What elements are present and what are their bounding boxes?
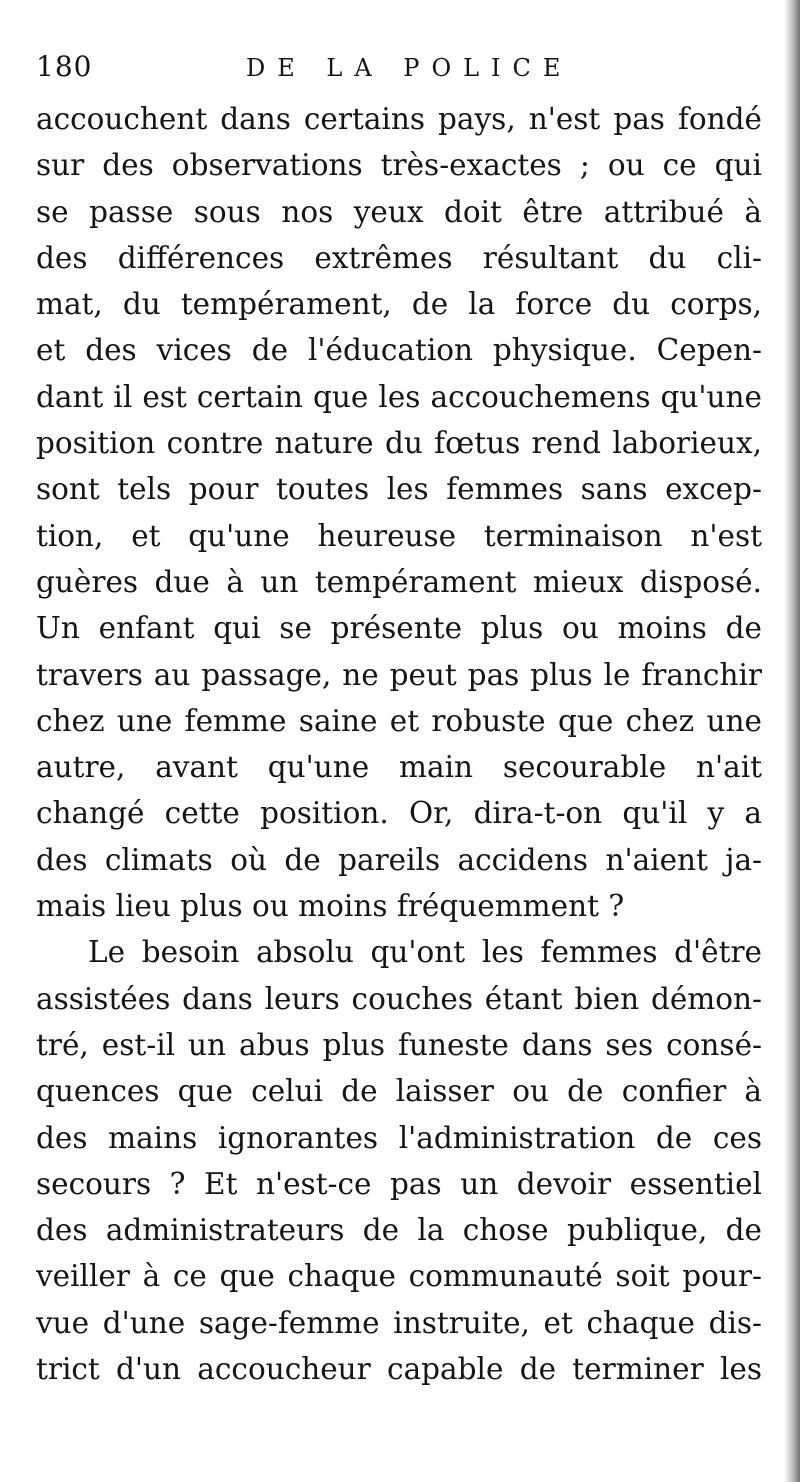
page-edge-shadow [784, 0, 800, 1482]
text-line: chez une femme saine et robuste que chez une [36, 703, 762, 738]
text-line: guères due à un tempérament mieux disposé. [36, 564, 762, 599]
text-line: des administrateurs de la chose publique, de [36, 1213, 762, 1248]
text-line: des différences extrêmes résultant du cli- [36, 240, 762, 275]
text-line: dant il est certain que les accouchemens qu'une [36, 379, 762, 414]
page-number: 180 [36, 50, 93, 83]
text-line: tré, est-il un abus plus funeste dans ses consé- [36, 1027, 762, 1062]
text-line: se passe sous nos yeux doit être attribué à [36, 194, 762, 229]
text-line: quences que celui de laisser ou de confier à [36, 1074, 762, 1109]
paragraph-first-line: Le besoin absolu qu'ont les femmes d'être [88, 935, 762, 970]
text-line: trict d'un accoucheur capable de terminer les [36, 1352, 762, 1387]
text-line: changé cette position. Or, dira-t-on qu'il y a [36, 796, 762, 831]
text-line: secours ? Et n'est-ce pas un devoir essentiel [36, 1166, 762, 1201]
text-line: sont tels pour toutes les femmes sans excep- [36, 472, 762, 507]
text-line: mat, du tempérament, de la force du corps, [36, 287, 762, 322]
running-head: DE LA POLICE [246, 54, 573, 82]
body-text [36, 96, 762, 1392]
text-line: accouchent dans certains pays, n'est pas fondé [36, 102, 762, 136]
text-line: des mains ignorantes l'administration de ces [36, 1120, 762, 1155]
text-line: vue d'une sage-femme instruite, et chaque dis- [36, 1305, 762, 1340]
paragraph-last-line: mais lieu plus ou moins fréquemment ? [36, 889, 625, 924]
text-line: travers au passage, ne peut pas plus le franchir [36, 657, 762, 692]
text-line: sur des observations très-exactes ; ou ce qui [36, 148, 762, 183]
text-line: veiller à ce que chaque communauté soit pour- [36, 1259, 762, 1294]
text-line: Un enfant qui se présente plus ou moins de [36, 611, 762, 646]
text-line: des climats où de pareils accidens n'aient ja- [36, 842, 762, 877]
text-line: autre, avant qu'une main secourable n'ait [36, 750, 762, 785]
text-line: position contre nature du fœtus rend laborieux, [36, 426, 762, 461]
page-header [36, 46, 736, 90]
text-line: tion, et qu'une heureuse terminaison n'est [36, 518, 762, 553]
text-line: assistées dans leurs couches étant bien démon- [36, 981, 762, 1016]
text-line: et des vices de l'éducation physique. Cepen- [36, 333, 762, 368]
